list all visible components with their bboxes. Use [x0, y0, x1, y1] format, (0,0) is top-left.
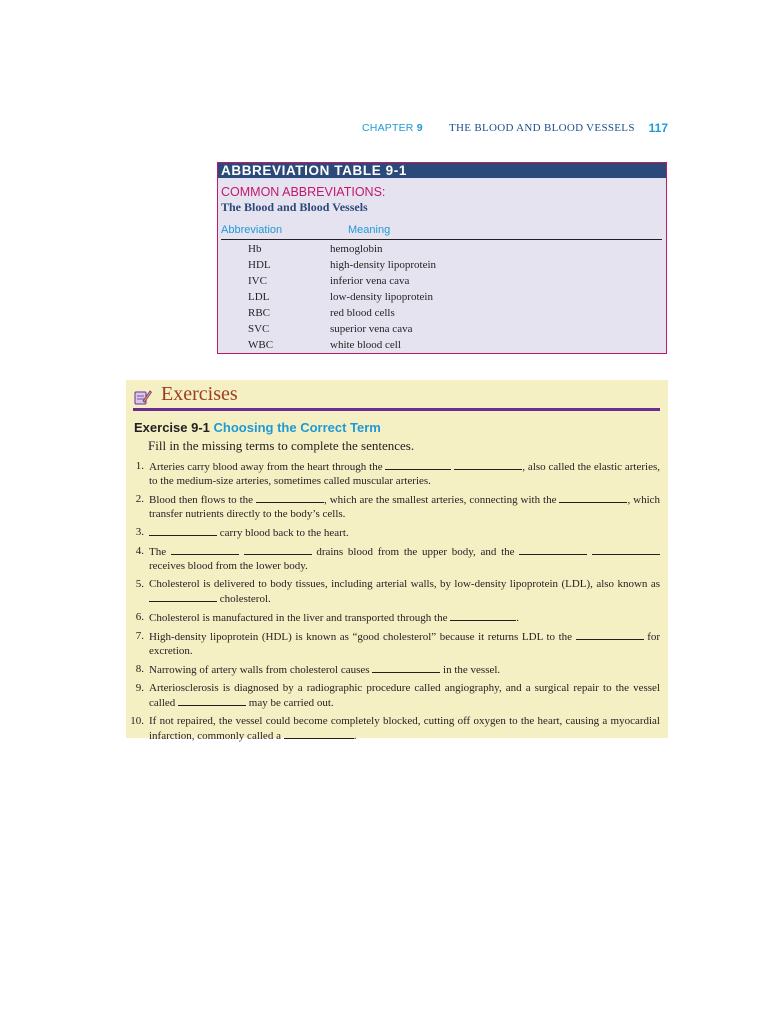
- exercise-instruction: Fill in the missing terms to complete the sentences.: [148, 438, 415, 453]
- answer-blank[interactable]: [454, 459, 522, 470]
- exercises-heading: Exercises: [161, 383, 238, 405]
- exercise-items: [126, 459, 668, 747]
- abbreviation-cell: LDL: [248, 291, 270, 303]
- exercise-item: [126, 577, 668, 606]
- table-row: [218, 321, 666, 337]
- exercise-item-number: 10.: [130, 715, 144, 727]
- exercise-text: , also called the elastic arteries, to the medium-size arteries, sometimes called muscular arteries.: [149, 461, 660, 487]
- answer-blank[interactable]: [592, 544, 660, 555]
- table-header-rule: [221, 239, 662, 240]
- answer-blank[interactable]: [372, 662, 440, 673]
- answer-blank[interactable]: [256, 492, 324, 503]
- abbreviation-table-subtitle: COMMON ABBREVIATIONS:: [221, 185, 386, 199]
- abbreviation-rows: [218, 241, 666, 353]
- meaning-cell: low-density lipoprotein: [330, 291, 433, 303]
- abbreviation-cell: HDL: [248, 259, 271, 271]
- exercise-item-number: 1.: [135, 460, 144, 472]
- exercise-text: Cholesterol is delivered to body tissues, including arterial walls, by low-density lipoprotein (LDL), also known as: [149, 578, 660, 590]
- exercise-text: Cholesterol is manufactured in the liver and transported through the: [149, 612, 448, 624]
- exercise-item: [126, 629, 668, 658]
- exercises-panel: [126, 380, 668, 742]
- exercise-item-number: 9.: [135, 682, 144, 694]
- answer-blank[interactable]: [385, 459, 451, 470]
- abbreviation-cell: WBC: [248, 339, 274, 351]
- answer-blank[interactable]: [284, 728, 354, 739]
- answer-blank[interactable]: [244, 544, 312, 555]
- exercise-text: Arteries carry blood away from the heart through the: [149, 461, 383, 473]
- column-header-meaning: Meaning: [348, 224, 391, 236]
- exercise-text: High-density lipoprotein (HDL) is known as “good cholesterol” because it returns LDL to the: [149, 631, 573, 643]
- table-row: [218, 337, 666, 353]
- answer-blank[interactable]: [171, 544, 239, 555]
- exercise-item-number: 7.: [135, 630, 144, 642]
- meaning-cell: red blood cells: [330, 307, 395, 319]
- column-header-abbreviation: Abbreviation: [221, 224, 283, 236]
- exercise-item: [126, 525, 668, 540]
- exercise-text: carry blood back to the heart.: [219, 527, 349, 539]
- abbreviation-table-subtitle-2: The Blood and Blood Vessels: [221, 200, 368, 214]
- answer-blank[interactable]: [576, 629, 644, 640]
- exercise-item: [126, 681, 668, 710]
- exercise-text: .: [353, 730, 357, 742]
- exercise-text: Blood then flows to the: [149, 494, 254, 506]
- exercise-item-number: 2.: [135, 493, 144, 505]
- abbreviation-cell: SVC: [248, 323, 270, 335]
- page-number: 117: [648, 121, 668, 135]
- exercise-text: cholesterol.: [219, 593, 271, 605]
- answer-blank[interactable]: [559, 492, 627, 503]
- exercise-text: in the vessel.: [443, 664, 501, 676]
- answer-blank[interactable]: [519, 544, 587, 555]
- meaning-cell: inferior vena cava: [330, 275, 410, 287]
- answer-blank[interactable]: [450, 610, 516, 621]
- abbreviation-cell: Hb: [248, 243, 262, 255]
- chapter-label: CHAPTER 9: [362, 122, 423, 134]
- exercise-number: Exercise 9-1: [134, 420, 210, 435]
- abbreviation-cell: IVC: [248, 275, 267, 287]
- meaning-cell: superior vena cava: [330, 323, 413, 335]
- exercise-item-number: 6.: [135, 611, 144, 623]
- exercise-item-number: 5.: [135, 578, 144, 590]
- chapter-number: 9: [416, 122, 423, 134]
- exercise-item-number: 4.: [135, 545, 144, 557]
- exercise-text: The: [149, 546, 167, 558]
- pencil-notepad-icon: [134, 389, 152, 405]
- meaning-cell: hemoglobin: [330, 243, 383, 255]
- table-row: [218, 305, 666, 321]
- running-head: [362, 121, 668, 137]
- exercise-text: for excretion.: [149, 631, 661, 657]
- table-row: [218, 273, 666, 289]
- exercise-item: [126, 662, 668, 677]
- exercise-text: receives blood from the lower body.: [149, 560, 308, 572]
- abbreviation-table-title: ABBREVIATION TABLE 9-1: [218, 163, 666, 178]
- exercise-text: If not repaired, the vessel could become completely blocked, cutting off oxygen to the heart, causing a myocardial infarction, commonly called a: [149, 715, 660, 742]
- answer-blank[interactable]: [149, 525, 217, 536]
- exercise-text: drains blood from the upper body, and the: [316, 546, 515, 558]
- exercise-text: Narrowing of artery walls from cholesterol causes: [149, 664, 370, 676]
- exercise-item: [126, 544, 668, 573]
- answer-blank[interactable]: [149, 591, 217, 602]
- exercise-name: Choosing the Correct Term: [213, 420, 381, 435]
- exercise-item: [126, 714, 668, 743]
- abbreviation-table: [217, 162, 667, 354]
- exercise-item-number: 8.: [135, 663, 144, 675]
- exercise-item: [126, 610, 668, 625]
- exercise-text: .: [516, 612, 519, 624]
- exercise-text: , which transfer nutrients directly to the body’s cells.: [149, 494, 661, 520]
- chapter-title: THE BLOOD AND BLOOD VESSELS: [449, 122, 635, 134]
- table-row: [218, 241, 666, 257]
- exercise-item: [126, 492, 668, 521]
- meaning-cell: high-density lipoprotein: [330, 259, 437, 271]
- exercise-text: , which are the smallest arteries, connecting with the: [324, 494, 557, 506]
- exercise-heading: [134, 420, 381, 435]
- exercises-rule: [133, 408, 660, 411]
- answer-blank[interactable]: [178, 695, 246, 706]
- meaning-cell: white blood cell: [330, 339, 401, 351]
- exercise-item: [126, 459, 668, 488]
- table-row: [218, 289, 666, 305]
- exercise-item-number: 3.: [135, 526, 144, 538]
- exercise-text: Arteriosclerosis is diagnosed by a radiographic procedure called angiography, and a surgical repair to the vessel called: [149, 682, 660, 709]
- table-row: [218, 257, 666, 273]
- abbreviation-cell: RBC: [248, 307, 271, 319]
- exercise-text: may be carried out.: [248, 697, 334, 709]
